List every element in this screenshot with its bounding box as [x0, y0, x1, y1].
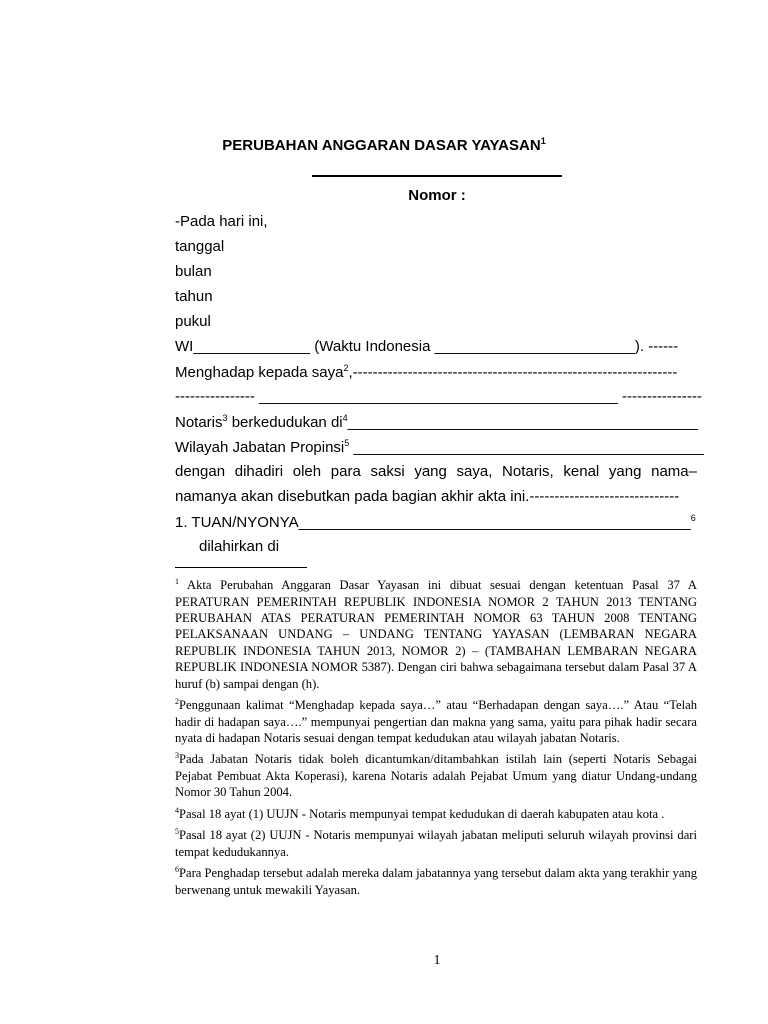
dash-line: ---------------- ___________________________________________ ---------------- [175, 388, 702, 405]
footnote-4: $^4$Pasal 18 ayat (1) UUJN - Notaris mempunyai tempat kedudukan di daerah kabupaten atau kota . [175, 805, 665, 822]
footnote-ref-1: 1 [540, 136, 546, 146]
dihadiri-line-1: dengan dihadiri oleh para saksi yang saya, Notaris, kenal yang nama– [175, 463, 697, 480]
tahun-line: tahun [175, 288, 213, 305]
pada-hari-line: -Pada hari ini, [175, 213, 268, 230]
dilahirkan-line: dilahirkan di [199, 538, 280, 555]
footnote-ref-3: 3 [222, 413, 228, 423]
title-underline [312, 175, 562, 177]
bulan-line: bulan [175, 263, 212, 280]
tuan-nyonya-line: 1. TUAN/NYONYA_______________________________________________$^6$ [175, 513, 696, 531]
wilayah-line: Wilayah Jabatan Propinsi$^5$ __________________________________________ [175, 438, 704, 456]
footnotes [175, 574, 697, 900]
dihadiri-line-2: namanya akan disebutkan pada bagian akhir akta ini.------------------------------ [175, 488, 680, 505]
notaris-line: Notaris$^3$ berkedudukan $di^4\_\_\_\_\_\_\_\_\_\_\_\_\_\_\_\_\_\_\_\_\_\_\_\_\_\_\_\_\_\_\_\_\_\_\_\_\_\_\_\_\_\_$ [175, 413, 699, 431]
footnote-1: $^1$ Akta Perubahan Anggaran Dasar Yayasan ini dibuat sesuai dengan ketentuan Pasal 37 A PERATURAN PEMERINTAH REPUBLIK INDONESIA NOMOR 2 TAHUN 2013 TENTANG PERUBAHAN ATAS PERATURAN PEMERINTAH NOMOR 63 TAHUN 2008 TENTANG PELAKSANAAN UNDANG – UNDANG TENTANG YAYASAN (LEMBARAN NEGARA REPUBLIK INDONESIA TAHUN 2013, NOMOR 2) – (TAMBAHAN LEMBARAN NEGARA REPUBLIK INDONESIA NOMOR 5387). Dengan ciri bahwa sebagaimana tersebut dalam Pasal 37 A huruf (b) sampai dengan (h). [175, 577, 697, 691]
footnote-ref-6: 6 [690, 513, 696, 523]
footnote-ref-2: 2 [343, 363, 349, 373]
footnote-ref-5: 5 [344, 438, 350, 448]
page-number: 1 [433, 953, 441, 968]
footnote-5: $^5$Pasal 18 ayat (2) UUJN - Notaris mempunyai wilayah jabatan meliputi seluruh wilayah provinsi dari tempat kedudukannya. [175, 827, 697, 860]
pukul-line: pukul [175, 313, 211, 330]
footnote-separator [175, 567, 307, 568]
footnote-3: $^3$Pada Jabatan Notaris tidak boleh dicantumkan/ditambahkan istilah lain (seperti Notaris Sebagai Pejabat Pembuat Akta Koperasi), karena Notaris adalah Pejabat Umum yang diatur Undang-undang Nomor 30 Tahun 2004. [175, 751, 697, 800]
document-title: PERUBAHAN ANGGARAN DASAR YAYASAN$^1$ [222, 136, 546, 154]
footnote-ref-4: 4 [342, 413, 348, 423]
menghadap-line: Menghadap kepada saya$^2$,----------------------------------------------------------------- [175, 363, 678, 381]
nomor-label: Nomor : [408, 187, 466, 204]
footnote-2: $^2$Penggunaan kalimat “Menghadap kepada saya…” atau “Berhadapan dengan saya….” Atau “Telah hadir di hadapan saya….” mempunyai pengertian dan makna yang sama, yaitu para pihak hadir secara nyata di hadapan Notaris sesuai dengan tempat kedudukan atau wilayah jabatan Notaris. [175, 697, 697, 746]
tanggal-line: tanggal [175, 238, 225, 255]
wi-line: WI______________ (Waktu Indonesia ________________________). ------ [175, 338, 679, 355]
footnote-6: $^6$Para Penghadap tersebut adalah mereka dalam jabatannya yang tersebut dalam akta yang terakhir yang berwenang untuk mewakili Yayasan. [175, 865, 697, 898]
